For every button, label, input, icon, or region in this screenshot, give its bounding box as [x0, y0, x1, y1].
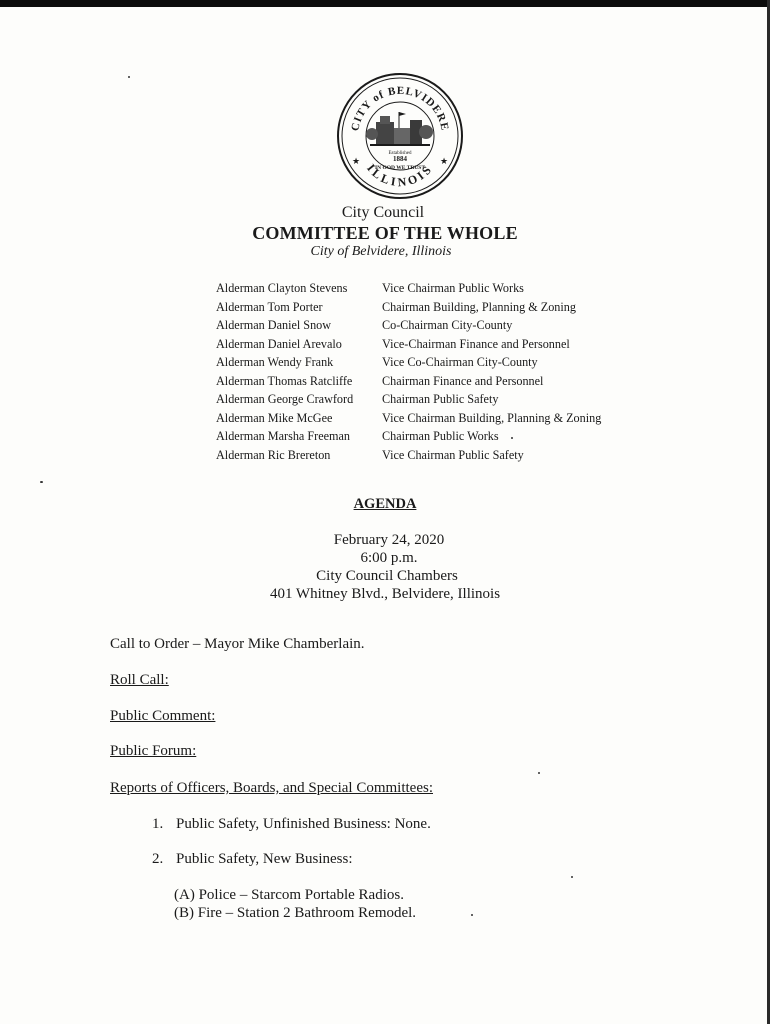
alderman-name: Alderman Ric Brereton: [216, 447, 331, 462]
svg-text:★: ★: [440, 156, 449, 166]
alderman-name: Alderman Mike McGee: [216, 410, 333, 425]
roll-call-heading: [110, 672, 169, 689]
alderman-role: Chairman Building, Planning & Zoning: [382, 299, 576, 314]
public-forum-text: Public Forum:: [110, 743, 197, 759]
svg-text:CITY of BELVIDERE: CITY of BELVIDERE: [349, 84, 451, 133]
roster-row: [216, 427, 601, 446]
alderman-role: Vice Co-Chairman City-County: [382, 355, 538, 369]
alderman-role: Chairman Finance and Personnel: [382, 373, 544, 388]
roster-row: [216, 335, 601, 354]
scan-speck: [571, 876, 573, 878]
report-item: [152, 816, 431, 833]
meeting-date: February 24, 2020: [333, 532, 445, 548]
svg-text:IN GOD WE TRUST: IN GOD WE TRUST: [374, 165, 426, 171]
new-business-item: (A) Police – Starcom Portable Radios.: [174, 887, 404, 903]
alderman-name: Alderman George Crawford: [216, 392, 354, 406]
alderman-role: Vice Chairman Public Safety: [382, 447, 524, 462]
call-to-order: Call to Order – Mayor Mike Chamberlain.: [110, 636, 365, 652]
new-business-item: (B) Fire – Station 2 Bathroom Remodel.: [174, 905, 417, 921]
agenda-heading-text: AGENDA: [353, 496, 417, 512]
roster-row: [216, 446, 601, 465]
report-item-text: Public Safety, New Business:: [176, 851, 353, 867]
report-item-number: 2.: [152, 851, 164, 867]
alderman-name: Alderman Daniel Arevalo: [216, 336, 342, 351]
public-forum-heading: [110, 743, 196, 760]
alderman-role: Vice-Chairman Finance and Personnel: [382, 336, 570, 351]
alderman-name: Alderman Daniel Snow: [216, 318, 332, 332]
meeting-place: City Council Chambers: [316, 568, 458, 584]
roster-row: [216, 372, 601, 391]
city-seal-logo: [336, 72, 464, 200]
svg-text:1884: 1884: [393, 155, 407, 163]
roster-row: [216, 316, 601, 335]
alderman-name: Alderman Clayton Stevens: [216, 281, 348, 295]
alderman-name: Alderman Thomas Ratcliffe: [216, 373, 353, 388]
scan-speck: [538, 772, 540, 774]
svg-text:★: ★: [352, 156, 361, 166]
roster-row: [216, 390, 601, 409]
alderman-name: Alderman Tom Porter: [216, 299, 323, 314]
alderman-name: Alderman Wendy Frank: [216, 355, 334, 369]
report-item: [152, 851, 353, 868]
aldermen-roster: [216, 279, 601, 464]
council-heading: City Council: [341, 204, 425, 221]
public-comment-text: Public Comment:: [110, 708, 216, 724]
public-comment-heading: [110, 708, 215, 725]
committee-title: COMMITTEE OF THE WHOLE: [252, 223, 518, 243]
roster-row: [216, 279, 601, 298]
city-subtitle: City of Belvidere, Illinois: [310, 244, 452, 259]
scan-speck: [128, 76, 130, 78]
agenda-heading: [0, 496, 770, 513]
report-item-number: 1.: [152, 816, 164, 832]
meeting-address: 401 Whitney Blvd., Belvidere, Illinois: [269, 586, 501, 602]
alderman-role: Chairman Public Works: [382, 429, 499, 443]
alderman-role: Vice Chairman Public Works: [382, 281, 524, 295]
roll-call-text: Roll Call:: [110, 672, 169, 688]
alderman-name: Alderman Marsha Freeman: [216, 429, 351, 443]
scan-speck: [40, 481, 43, 483]
scan-edge-top: [0, 0, 770, 7]
scan-speck: [471, 914, 473, 916]
roster-row: [216, 409, 601, 428]
reports-text: Reports of Officers, Boards, and Special Committees:: [110, 780, 433, 796]
reports-heading: [110, 780, 433, 797]
roster-row: [216, 298, 601, 317]
alderman-role: Co-Chairman City-County: [382, 318, 513, 332]
svg-text:Established: Established: [388, 151, 412, 156]
svg-text:ILLINOIS: ILLINOIS: [364, 161, 436, 190]
report-item-text: Public Safety, Unfinished Business: None.: [176, 816, 431, 832]
alderman-role: Vice Chairman Building, Planning & Zoning: [382, 410, 602, 425]
alderman-role: Chairman Public Safety: [382, 392, 499, 406]
meeting-time: 6:00 p.m.: [360, 550, 418, 566]
roster-row: [216, 353, 601, 372]
